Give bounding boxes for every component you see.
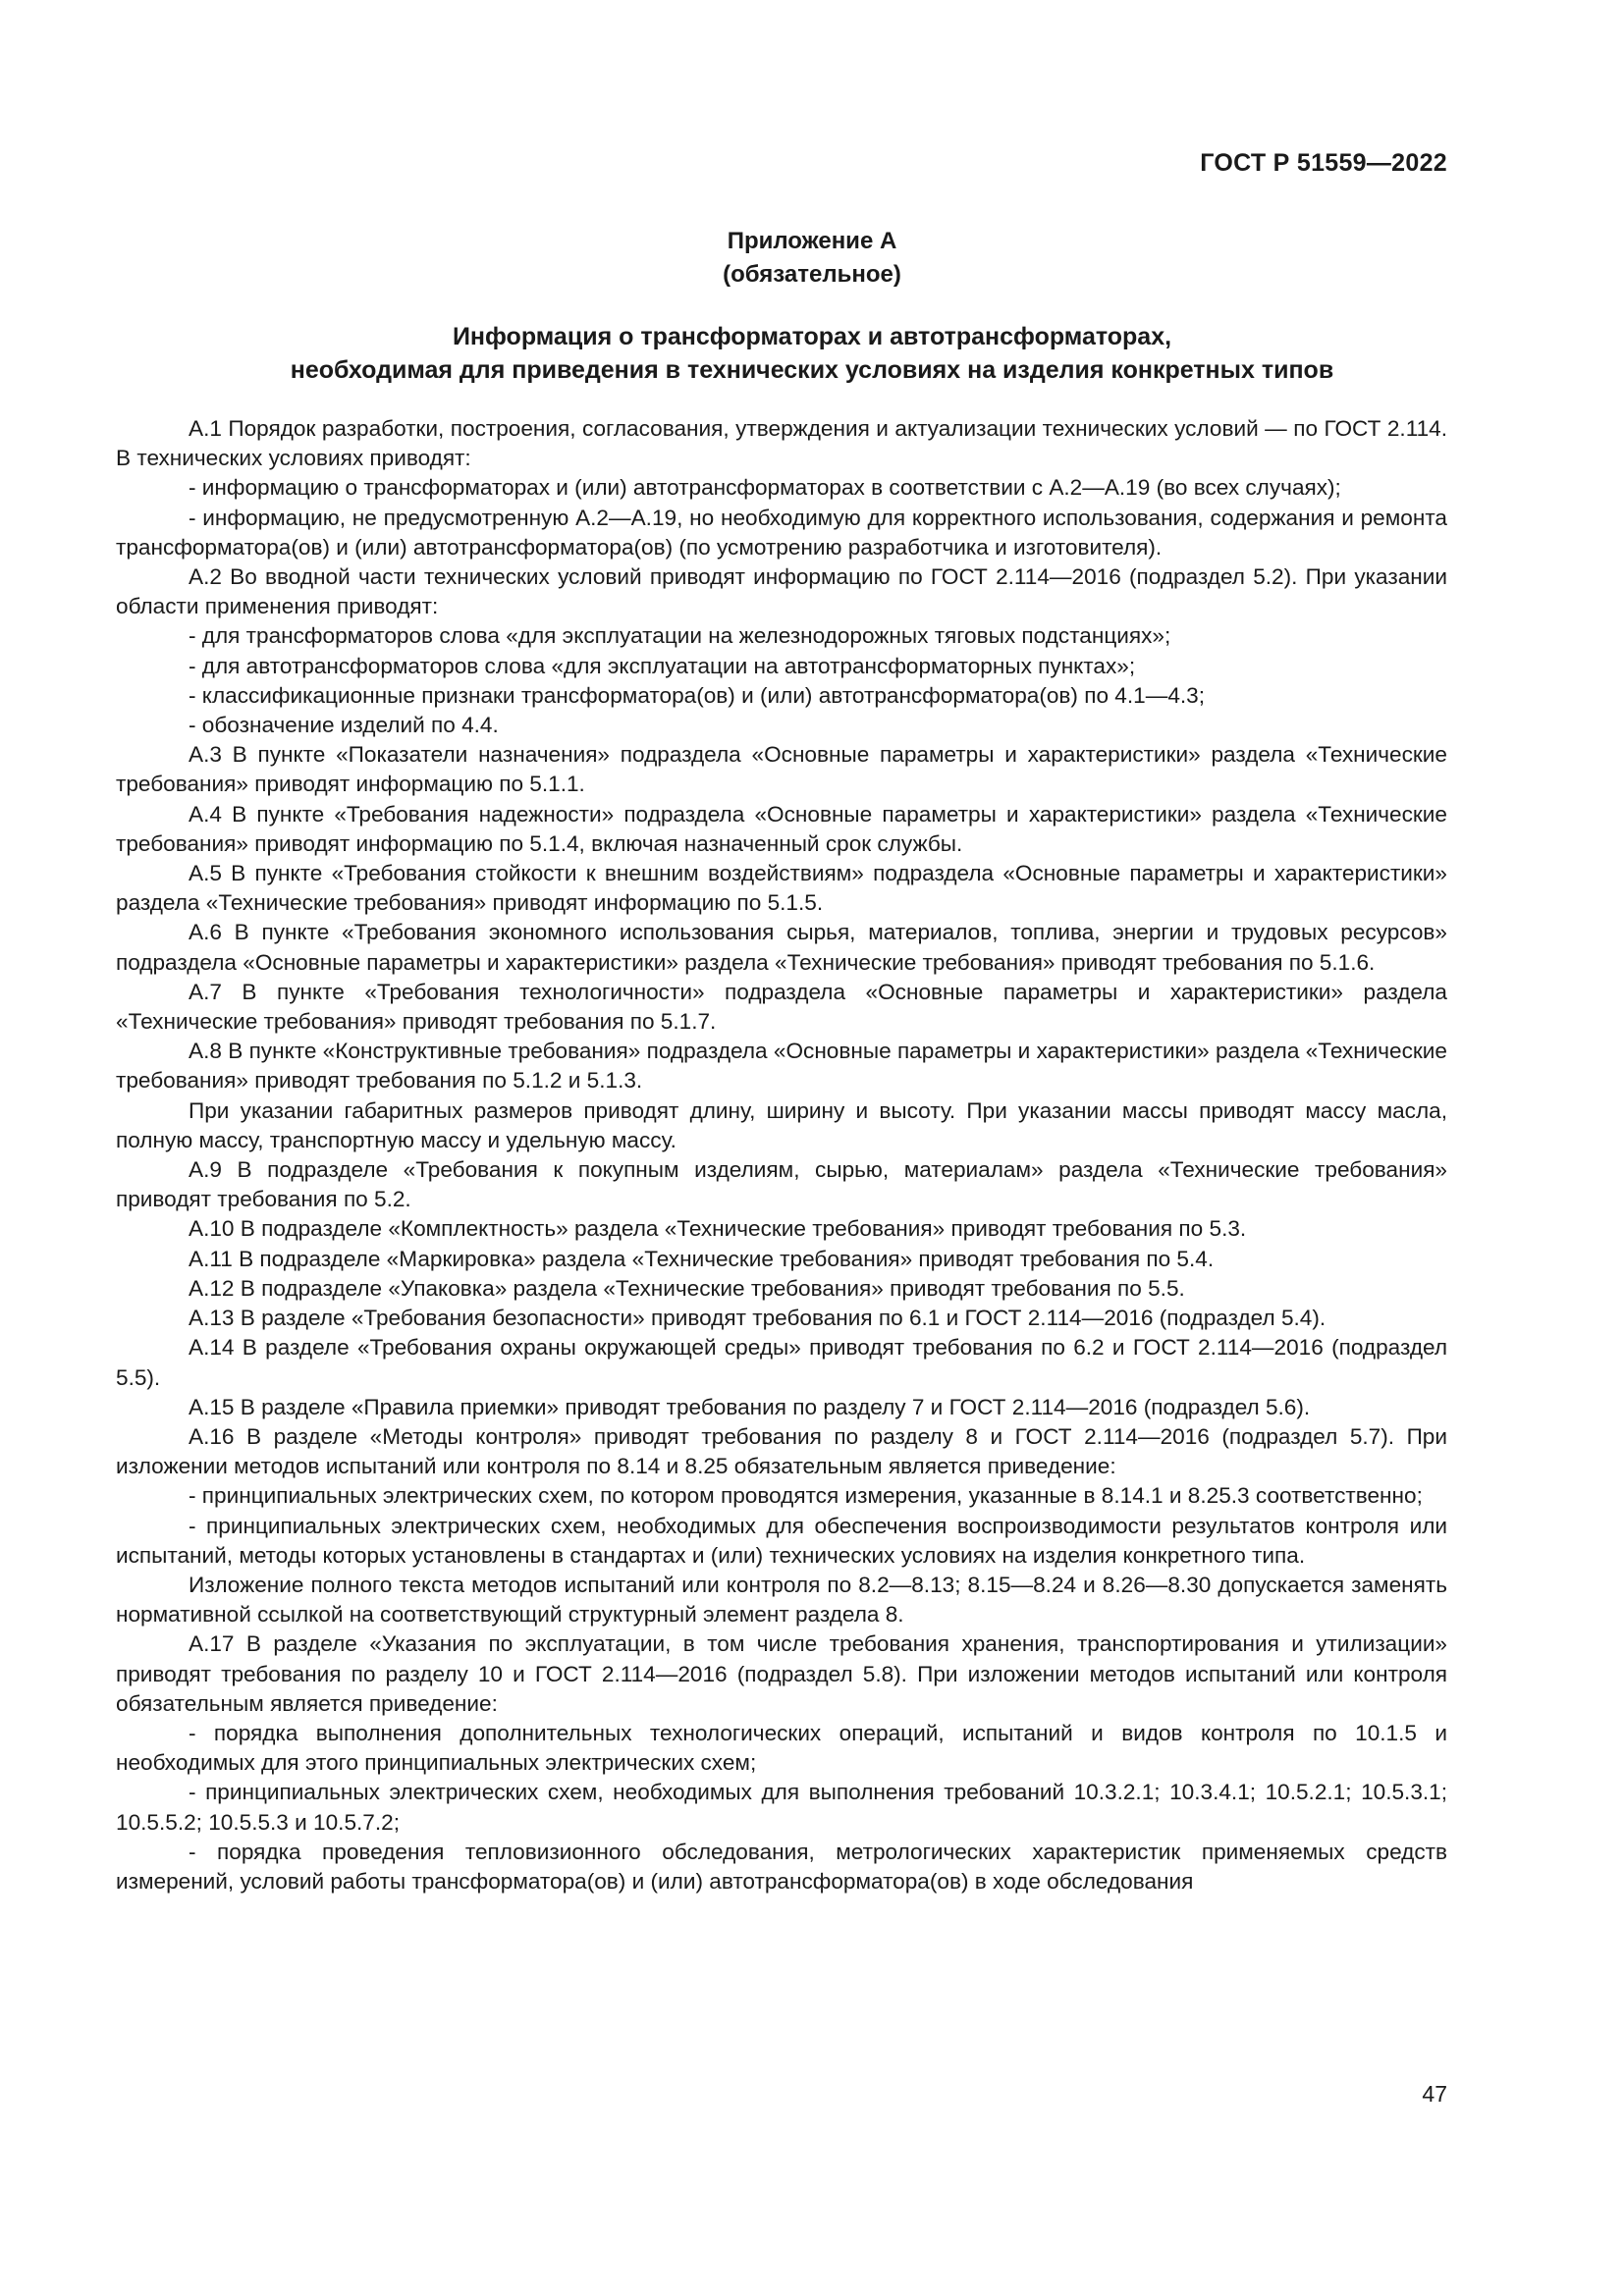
paragraph: А.12 В подразделе «Упаковка» раздела «Технические требования» приводят требования по 5.5. xyxy=(189,1275,1185,1301)
paragraph: А.1 Порядок разработки, построения, согласования, утверждения и актуализации технических условий — по ГОСТ 2.114. В технических условиях приводят: xyxy=(116,416,1447,471)
annex-heading xyxy=(0,225,1624,292)
paragraph: А.2 Во вводной части технических условий приводят информацию по ГОСТ 2.114—2016 (подраздел 5.2). При указании области применения приводят: xyxy=(116,564,1447,619)
paragraph: А.5 В пункте «Требования стойкости к внешним воздействиям» подраздела «Основные параметры и характеристики» раздела «Технические требования» приводят информацию по 5.1.5. xyxy=(116,861,1447,916)
paragraph: - принципиальных электрических схем, по котором проводятся измерения, указанные в 8.14.1 и 8.25.3 соответственно; xyxy=(189,1483,1423,1509)
paragraph: При указании габаритных размеров приводят длину, ширину и высоту. При указании массы приводят массу масла, полную массу, транспортную массу и удельную массу. xyxy=(116,1097,1447,1152)
standard-code-header: ГОСТ Р 51559—2022 xyxy=(1200,149,1447,177)
paragraph: А.7 В пункте «Требования технологичности» подраздела «Основные параметры и характеристики» раздела «Технические требования» приводят требования по 5.1.7. xyxy=(116,979,1447,1035)
annex-label: Приложение А xyxy=(727,228,897,254)
paragraph: Изложение полного текста методов испытаний или контроля по 8.2—8.13; 8.15—8.24 и 8.26—8.30 допускается заменять нормативной ссылкой на соответствующий структурный элемент раздела 8. xyxy=(116,1572,1447,1628)
paragraph: А.14 В разделе «Требования охраны окружающей среды» приводят требования по 6.2 и ГОСТ 2.114—2016 (подраздел 5.5). xyxy=(116,1335,1447,1390)
paragraph: - для автотрансформаторов слова «для эксплуатации на автотрансформаторных пунктах»; xyxy=(189,653,1136,678)
paragraph: - порядка выполнения дополнительных технологических операций, испытаний и видов контроля по 10.1.5 и необходимых для этого принципиальных электрических схем; xyxy=(116,1720,1447,1776)
paragraph: - принципиальных электрических схем, необходимых для обеспечения воспроизводимости результатов контроля или испытаний, методы которых установлены в стандартах и (или) технических условиях на изделия конкретного типа. xyxy=(116,1513,1447,1568)
paragraph: А.8 В пункте «Конструктивные требования» подраздела «Основные параметры и характеристики» раздела «Технические требования» приводят требования по 5.1.2 и 5.1.3. xyxy=(116,1039,1447,1094)
paragraph: А.13 В разделе «Требования безопасности» приводят требования по 6.1 и ГОСТ 2.114—2016 (подраздел 5.4). xyxy=(189,1306,1326,1331)
annex-title-line-2: необходимая для приведения в технических условиях на изделия конкретных типов xyxy=(290,356,1334,384)
annex-title xyxy=(0,320,1624,387)
paragraph: А.4 В пункте «Требования надежности» подраздела «Основные параметры и характеристики» раздела «Технические требования» приводят информацию по 5.1.4, включая назначенный срок службы. xyxy=(116,801,1447,856)
paragraph: А.17 В разделе «Указания по эксплуатации, в том числе требования хранения, транспортирования и утилизации» приводят требования по разделу 10 и ГОСТ 2.114—2016 (подраздел 5.8). При изложении методов испытаний или контроля обязательным является приведение: xyxy=(116,1631,1447,1716)
annex-status: (обязательное) xyxy=(723,261,901,288)
paragraph: - для трансформаторов слова «для эксплуатации на железнодорожных тяговых подстанциях»; xyxy=(189,623,1171,649)
paragraph: А.10 В подразделе «Комплектность» раздела «Технические требования» приводят требования по 5.3. xyxy=(189,1216,1247,1242)
paragraph: - информацию, не предусмотренную А.2—А.19, но необходимую для корректного использования, содержания и ремонта трансформатора(ов) и (или) автотрансформатора(ов) (по усмотрению разработчика и изготовителя). xyxy=(116,505,1447,560)
paragraph: - обозначение изделий по 4.4. xyxy=(189,713,499,738)
paragraph: А.3 В пункте «Показатели назначения» подраздела «Основные параметры и характеристики» раздела «Технические требования» приводят информацию по 5.1.1. xyxy=(116,742,1447,797)
body-text xyxy=(116,414,1447,1896)
annex-title-line-1: Информация о трансформаторах и автотрансформаторах, xyxy=(452,323,1172,350)
paragraph: А.11 В подразделе «Маркировка» раздела «Технические требования» приводят требования по 5.4. xyxy=(189,1246,1215,1271)
page-number: 47 xyxy=(1422,2081,1447,2107)
paragraph: А.16 В разделе «Методы контроля» приводят требования по разделу 8 и ГОСТ 2.114—2016 (подраздел 5.7). При изложении методов испытаний или контроля по 8.14 и 8.25 обязательным является приведение: xyxy=(116,1423,1447,1479)
paragraph: - информацию о трансформаторах и (или) автотрансформаторах в соответствии с А.2—А.19 (во всех случаях); xyxy=(189,475,1341,501)
paragraph: - порядка проведения тепловизионного обследования, метрологических характеристик применяемых средств измерений, условий работы трансформатора(ов) и (или) автотрансформатора(ов) в ходе обследования xyxy=(116,1839,1447,1894)
paragraph: А.6 В пункте «Требования экономного использования сырья, материалов, топлива, энергии и трудовых ресурсов» подраздела «Основные параметры и характеристики» раздела «Технические требования» приводят требования по 5.1.6. xyxy=(116,920,1447,975)
paragraph: А.9 В подразделе «Требования к покупным изделиям, сырью, материалам» раздела «Технические требования» приводят требования по 5.2. xyxy=(116,1157,1447,1212)
paragraph: - принципиальных электрических схем, необходимых для выполнения требований 10.3.2.1; 10.3.4.1; 10.5.2.1; 10.5.3.1; 10.5.5.2; 10.5.5.3 и 10.5.7.2; xyxy=(116,1780,1447,1835)
paragraph: - классификационные признаки трансформатора(ов) и (или) автотрансформатора(ов) по 4.1—4.3; xyxy=(189,682,1205,708)
paragraph: А.15 В разделе «Правила приемки» приводят требования по разделу 7 и ГОСТ 2.114—2016 (подраздел 5.6). xyxy=(189,1394,1311,1419)
